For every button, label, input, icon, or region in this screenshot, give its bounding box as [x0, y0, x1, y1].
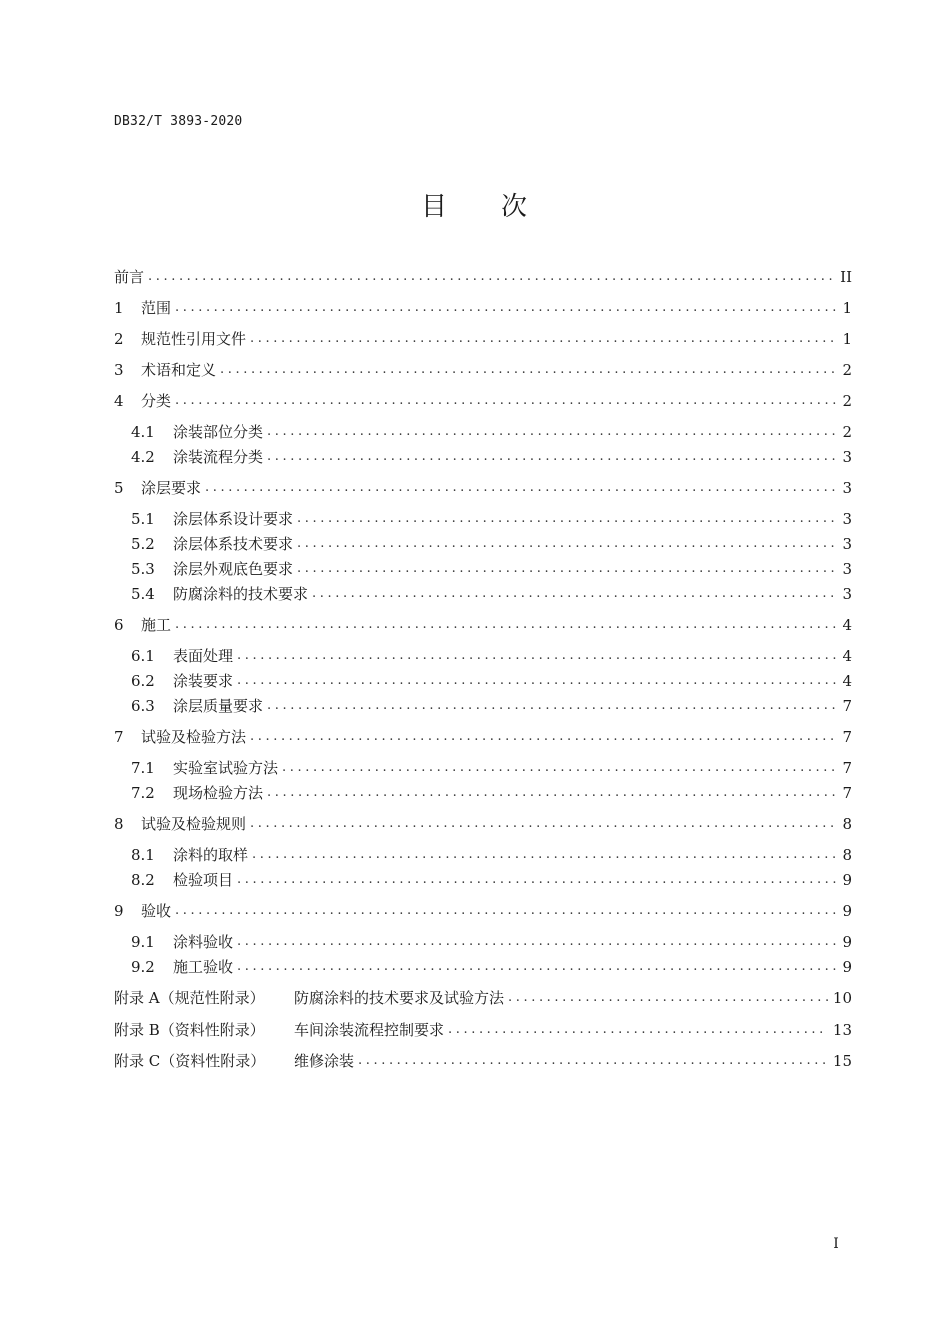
- toc-entry-label: 涂料的取样: [173, 846, 249, 864]
- toc-entry-page: 15: [832, 1052, 852, 1070]
- toc-appendix-label: 附录 B（资料性附录）: [114, 1021, 265, 1039]
- toc-entry[interactable]: [131, 869, 852, 891]
- toc-entry[interactable]: [131, 508, 852, 530]
- toc-entry[interactable]: [114, 390, 852, 412]
- toc-entry[interactable]: [114, 359, 852, 381]
- toc-entry-label: 涂料验收: [173, 933, 234, 951]
- toc-entry[interactable]: [131, 757, 852, 779]
- toc-entry[interactable]: [131, 446, 852, 468]
- title-char-1: 目: [420, 192, 449, 222]
- toc-leader-dots: [267, 421, 837, 443]
- toc-leader-dots: [267, 782, 837, 804]
- toc-entry-label: 涂层体系技术要求: [173, 535, 294, 553]
- toc-entry-label: 涂装要求: [173, 672, 234, 690]
- toc-entry-label: 施工: [141, 616, 172, 634]
- toc-leader-dots: [297, 508, 837, 530]
- toc-entry-page: 9: [842, 958, 852, 976]
- footer-page-number: I: [833, 1236, 839, 1252]
- toc-entry-label: 试验及检验方法: [141, 728, 247, 746]
- toc-entry-page: 10: [832, 989, 852, 1007]
- toc-entry-number: 6.2: [131, 672, 155, 690]
- toc-entry-page: 1: [842, 299, 852, 317]
- toc-entry-label: 涂层质量要求: [173, 697, 264, 715]
- toc-entry-number: 5: [114, 479, 124, 497]
- toc-entry-page: 4: [842, 616, 852, 634]
- toc-entry-number: 6.1: [131, 647, 155, 665]
- toc-leader-dots: [175, 297, 837, 319]
- toc-entry-number: 8.1: [131, 846, 155, 864]
- toc-entry-label: 涂装流程分类: [173, 448, 264, 466]
- toc-entry-number: 3: [114, 361, 124, 379]
- toc-entry-number: 7.1: [131, 759, 155, 777]
- toc-entry-label: 分类: [141, 392, 172, 410]
- toc-entry-number: 5.4: [131, 585, 155, 603]
- toc-entry-label: 表面处理: [173, 647, 234, 665]
- toc-entry-number: 9: [114, 902, 124, 920]
- toc-entry-label: 术语和定义: [141, 361, 217, 379]
- toc-leader-dots: [220, 359, 837, 381]
- toc-entry-label: 现场检验方法: [173, 784, 264, 802]
- toc-entry-label: 施工验收: [173, 958, 234, 976]
- toc-entry-page: 7: [842, 728, 852, 746]
- toc-entry-label: 检验项目: [173, 871, 234, 889]
- toc-leader-dots: [175, 900, 837, 922]
- toc-entry-number: 8.2: [131, 871, 155, 889]
- toc-entry-label: 车间涂装流程控制要求: [294, 1021, 445, 1039]
- toc-entry-number: 1: [114, 299, 124, 317]
- toc-entry-page: 7: [842, 784, 852, 802]
- toc-entry[interactable]: [114, 614, 852, 636]
- toc-entry-number: 9.2: [131, 958, 155, 976]
- toc-entry[interactable]: [131, 533, 852, 555]
- toc-leader-dots: [205, 477, 837, 499]
- toc-leader-dots: [297, 533, 837, 555]
- toc-entry-page: 2: [842, 423, 852, 441]
- toc-entry-page: 8: [842, 815, 852, 833]
- toc-entry-number: 5.3: [131, 560, 155, 578]
- toc-leader-dots: [312, 583, 837, 605]
- toc-entry-page: 8: [842, 846, 852, 864]
- toc-entry-number: 2: [114, 330, 124, 348]
- toc-leader-dots: [252, 844, 837, 866]
- toc-entry-number: 8: [114, 815, 124, 833]
- toc-entry[interactable]: [114, 328, 852, 350]
- toc-leader-dots: [508, 987, 828, 1009]
- toc-leader-dots: [267, 695, 837, 717]
- toc-entry-page: 3: [842, 535, 852, 553]
- toc-entry-page: 9: [842, 933, 852, 951]
- toc-leader-dots: [148, 266, 835, 288]
- toc-entry-label: 维修涂装: [294, 1052, 355, 1070]
- toc-entry[interactable]: [131, 645, 852, 667]
- toc-leader-dots: [237, 645, 837, 667]
- toc-entry-label: 防腐涂料的技术要求及试验方法: [294, 989, 505, 1007]
- toc-entry-number: 7.2: [131, 784, 155, 802]
- toc-entry-page: 2: [842, 392, 852, 410]
- toc-entry-label: 防腐涂料的技术要求: [173, 585, 309, 603]
- toc-entry-page: 3: [842, 560, 852, 578]
- toc-entry[interactable]: [114, 477, 852, 499]
- toc-entry-label: 涂层要求: [141, 479, 202, 497]
- toc-entry-page: 13: [832, 1021, 852, 1039]
- toc-entry-number: 6.3: [131, 697, 155, 715]
- toc-entry-number: 4: [114, 392, 124, 410]
- toc-leader-dots: [358, 1050, 828, 1072]
- toc-entry-page: 7: [842, 697, 852, 715]
- toc-leader-dots: [237, 670, 837, 692]
- toc-entry[interactable]: [114, 1019, 852, 1041]
- toc-entry-number: 6: [114, 616, 124, 634]
- toc-leader-dots: [250, 726, 837, 748]
- toc-entry-page: 3: [842, 585, 852, 603]
- toc-appendix-label: 附录 C（资料性附录）: [114, 1052, 266, 1070]
- toc-entry-number: 4.1: [131, 423, 155, 441]
- toc-leader-dots: [282, 757, 837, 779]
- toc-entry[interactable]: [114, 987, 852, 1009]
- toc-entry-label: 规范性引用文件: [141, 330, 247, 348]
- toc-entry-number: 7: [114, 728, 124, 746]
- toc-entry-page: 3: [842, 510, 852, 528]
- toc-entry-page: 9: [842, 871, 852, 889]
- toc-leader-dots: [250, 813, 837, 835]
- toc-entry-number: 4.2: [131, 448, 155, 466]
- toc-entry-label: 涂装部位分类: [173, 423, 264, 441]
- toc-leader-dots: [175, 390, 837, 412]
- toc-entry-label: 涂层体系设计要求: [173, 510, 294, 528]
- toc-entry[interactable]: [131, 695, 852, 717]
- toc-entry-label: 试验及检验规则: [141, 815, 247, 833]
- toc-entry[interactable]: [114, 1050, 852, 1072]
- toc-entry[interactable]: [131, 583, 852, 605]
- toc-entry-label: 实验室试验方法: [173, 759, 279, 777]
- toc-entry[interactable]: [114, 266, 852, 288]
- toc-entry[interactable]: [114, 297, 852, 319]
- toc-entry[interactable]: [131, 931, 852, 953]
- toc-entry-number: 5.2: [131, 535, 155, 553]
- toc-entry-page: 3: [842, 479, 852, 497]
- toc-entry-page: 3: [842, 448, 852, 466]
- toc-entry-page: 7: [842, 759, 852, 777]
- toc-entry-page: 4: [842, 647, 852, 665]
- toc-entry-page: 2: [842, 361, 852, 379]
- toc-entry-page: 9: [842, 902, 852, 920]
- toc-entry-number: 5.1: [131, 510, 155, 528]
- toc-entry-page: 4: [842, 672, 852, 690]
- toc-leader-dots: [237, 869, 837, 891]
- toc-entry-page: 1: [842, 330, 852, 348]
- toc-leader-dots: [237, 956, 837, 978]
- toc-leader-dots: [267, 446, 837, 468]
- toc-entry-number: 9.1: [131, 933, 155, 951]
- toc-entry[interactable]: [131, 956, 852, 978]
- toc-leader-dots: [237, 931, 837, 953]
- toc-leader-dots: [448, 1019, 828, 1041]
- toc-entry-page: II: [840, 268, 852, 286]
- toc-entry-label: 验收: [141, 902, 172, 920]
- toc-leader-dots: [297, 558, 837, 580]
- toc-entry[interactable]: [131, 844, 852, 866]
- document-code: DB32/T 3893-2020: [114, 114, 243, 129]
- toc-entry[interactable]: [131, 558, 852, 580]
- toc-entry[interactable]: [114, 726, 852, 748]
- toc-entry[interactable]: [114, 900, 852, 922]
- toc-entry-label: 涂层外观底色要求: [173, 560, 294, 578]
- toc-entry[interactable]: [131, 421, 852, 443]
- toc-entry-label: 范围: [141, 299, 172, 317]
- title-char-2: 次: [501, 192, 530, 222]
- toc-entry[interactable]: [131, 670, 852, 692]
- toc-entry[interactable]: [131, 782, 852, 804]
- toc-entry[interactable]: [114, 813, 852, 835]
- toc-leader-dots: [175, 614, 837, 636]
- toc-entry-label: 前言: [114, 268, 145, 286]
- toc-appendix-label: 附录 A（规范性附录）: [114, 989, 265, 1007]
- toc-leader-dots: [250, 328, 837, 350]
